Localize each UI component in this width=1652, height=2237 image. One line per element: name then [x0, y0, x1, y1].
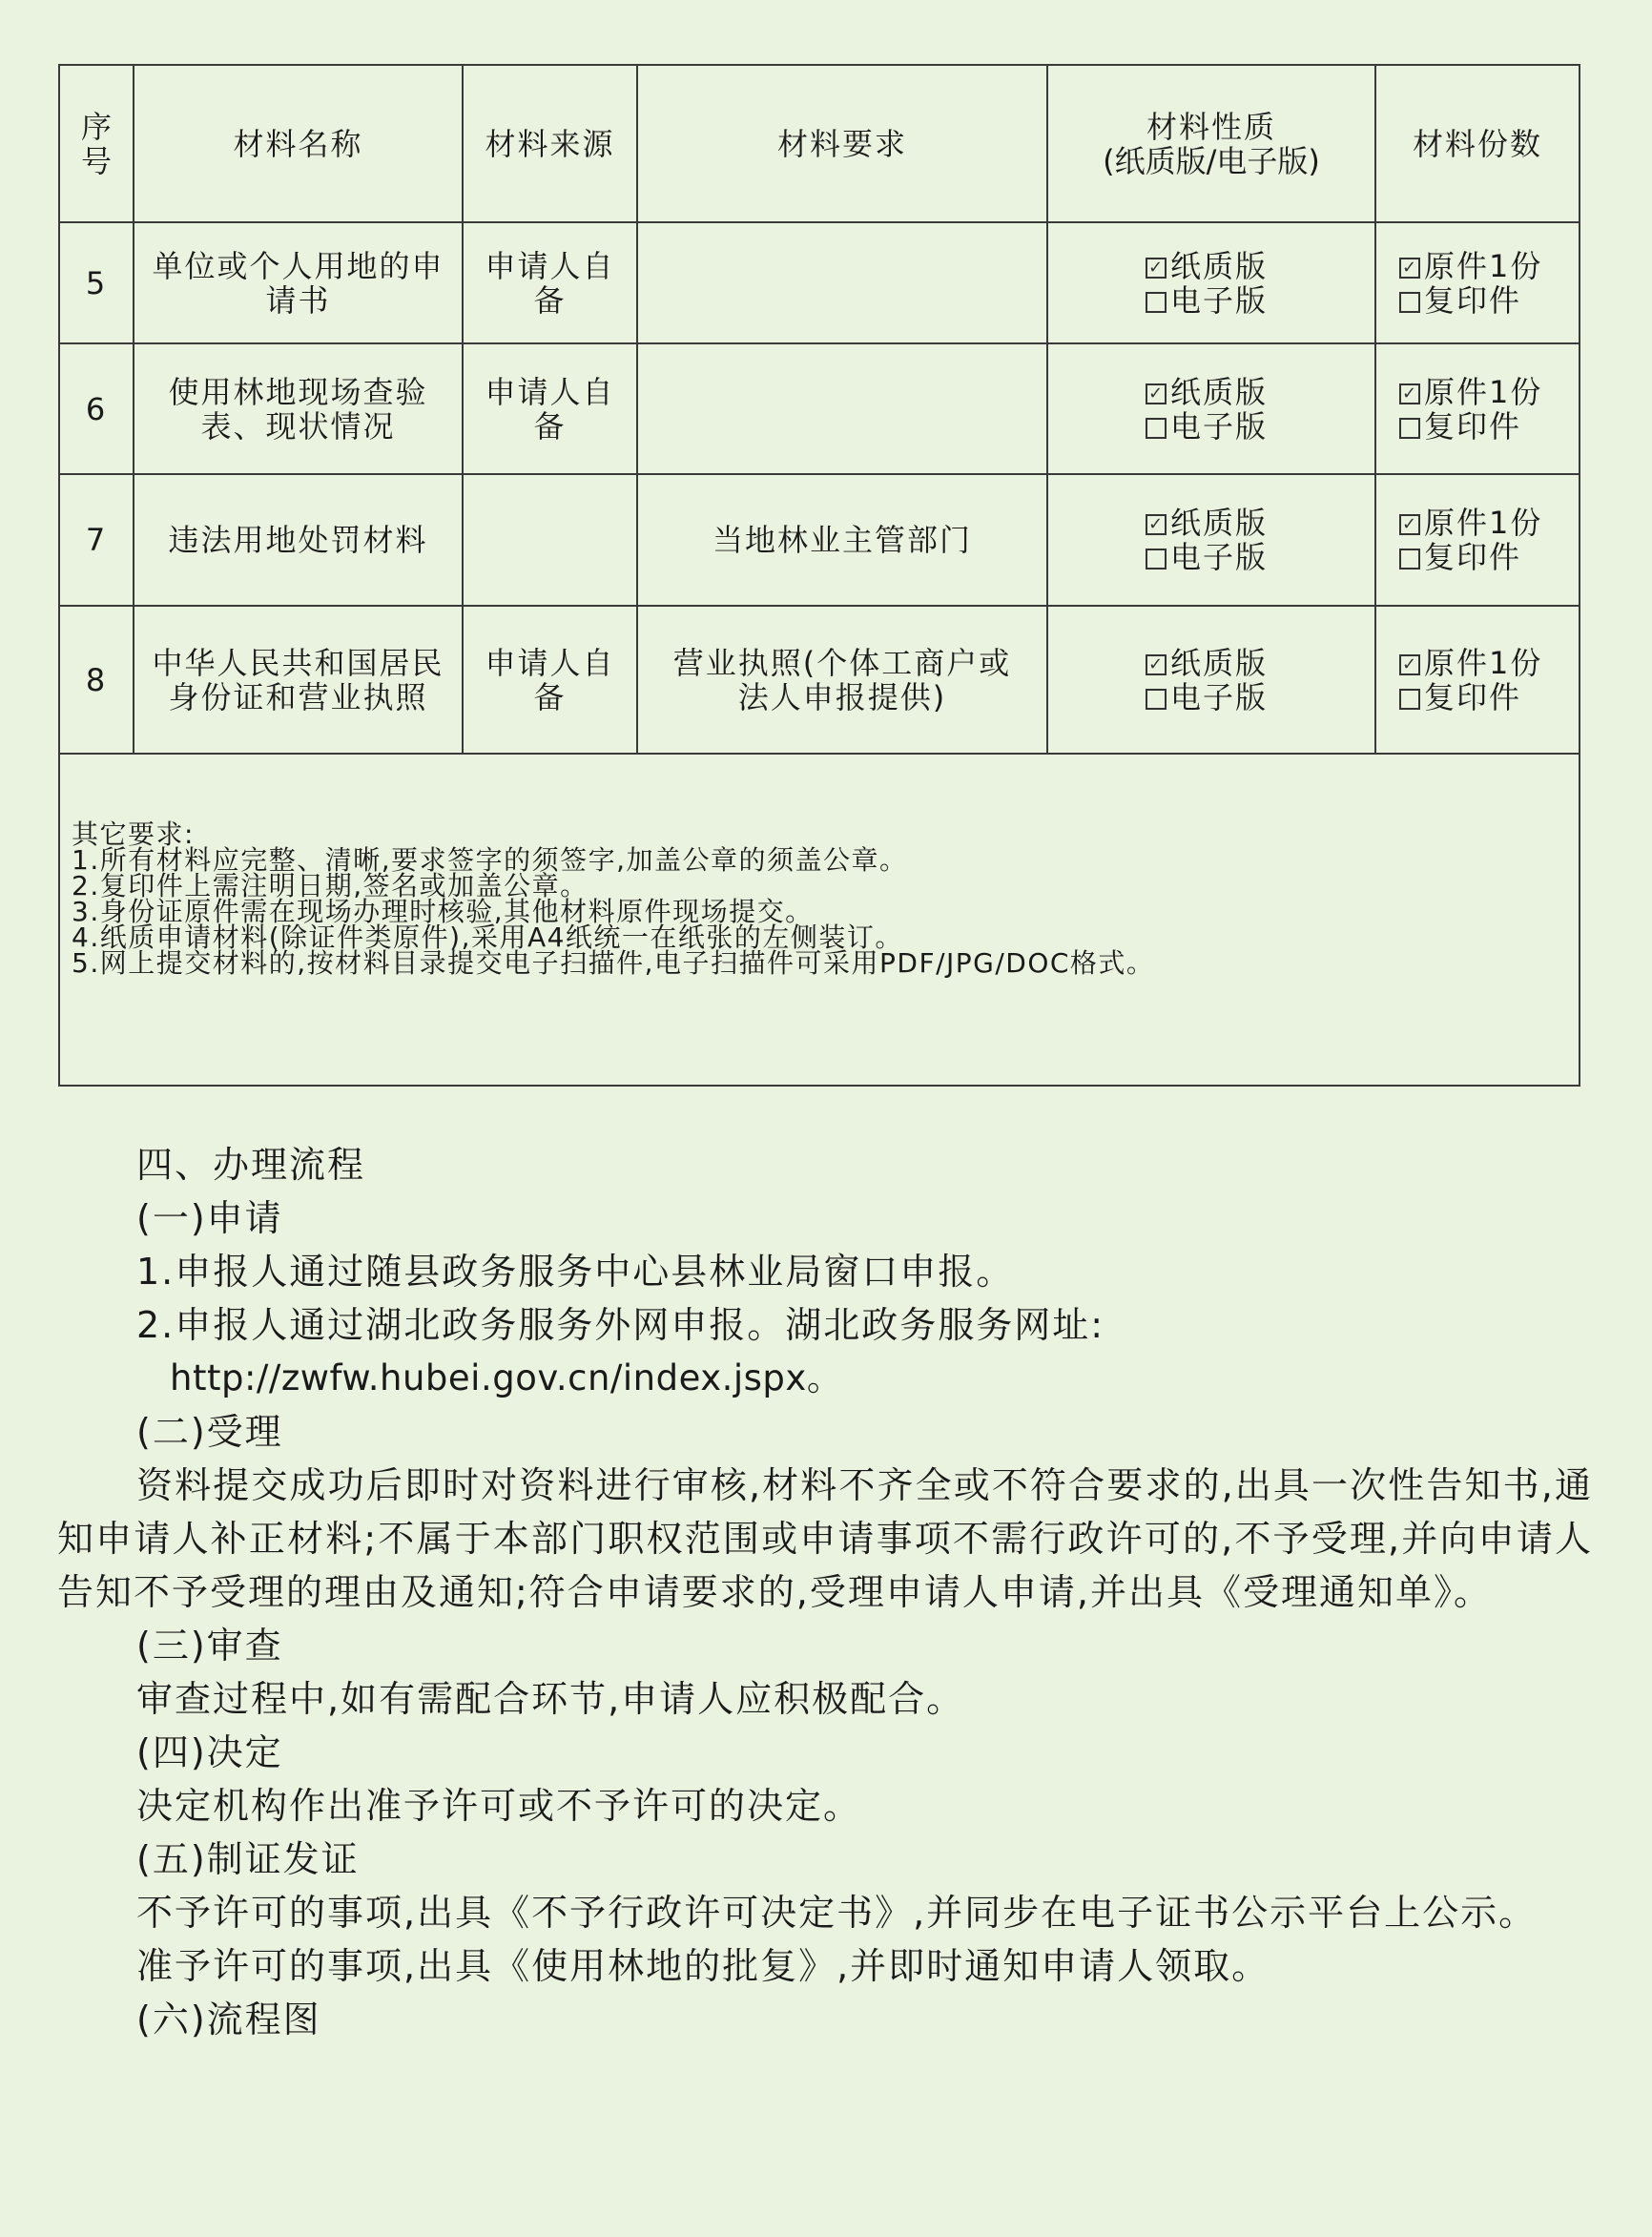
materials-table: [58, 64, 1580, 1087]
header-no: 序号: [59, 65, 134, 222]
header-copies: 材料份数: [1375, 65, 1580, 222]
issue-paragraph-2: 准予许可的事项,出具《使用林地的批复》,并即时通知申请人领取。: [136, 1945, 1270, 1987]
row-name: 使用林地现场查验表、现状情况: [134, 343, 463, 474]
paper-label: 纸质版: [1170, 373, 1269, 410]
process-section: [57, 1138, 1593, 2046]
row-name: 违法用地处罚材料: [134, 474, 463, 606]
row-nature: [1047, 343, 1375, 474]
notes-item: 4.纸质申请材料(除证件类原件),采用A4纸统一在纸张的左侧装订。: [72, 922, 903, 953]
electronic-label: 电子版: [1170, 281, 1269, 319]
row-copies: [1375, 606, 1580, 754]
electronic-checkbox[interactable]: [1146, 549, 1167, 570]
header-requirement: 材料要求: [637, 65, 1047, 222]
row-name: 中华人民共和国居民身份证和营业执照: [134, 606, 463, 754]
website-link[interactable]: http://zwfw.hubei.gov.cn/index.jspx。: [170, 1357, 843, 1398]
notes-item: 2.复印件上需注明日期,签名或加盖公章。: [72, 870, 589, 901]
table-row: [59, 222, 1580, 343]
row-source: [463, 474, 637, 606]
notes-item: 1.所有材料应完整、清晰,要求签字的须签字,加盖公章的须盖公章。: [72, 844, 908, 876]
row-requirement: 营业执照(个体工商户或法人申报提供): [637, 606, 1047, 754]
row-requirement: [637, 343, 1047, 474]
row-name: 单位或个人用地的申请书: [134, 222, 463, 343]
original-label: 原件1份: [1424, 247, 1543, 284]
electronic-checkbox[interactable]: [1146, 689, 1167, 710]
copy-label: 复印件: [1424, 539, 1522, 575]
original-checkbox[interactable]: [1399, 258, 1420, 279]
paper-checkbox[interactable]: [1146, 258, 1167, 279]
table-row: [59, 474, 1580, 606]
paper-label: 纸质版: [1170, 247, 1269, 284]
row-copies: [1375, 222, 1580, 343]
copy-checkbox[interactable]: [1399, 549, 1420, 570]
row-no: 7: [59, 474, 134, 606]
table-header-row: [59, 65, 1580, 222]
row-nature: [1047, 222, 1375, 343]
section-title: 四、办理流程: [136, 1144, 366, 1186]
other-requirements: [59, 754, 1580, 1086]
notes-heading: 其它要求:: [72, 818, 195, 850]
notes-item: 3.身份证原件需在现场办理时核验,其他材料原件现场提交。: [72, 896, 814, 927]
issue-paragraph-1: 不予许可的事项,出具《不予行政许可决定书》,并同步在电子证书公示平台上公示。: [136, 1892, 1538, 1934]
original-checkbox[interactable]: [1399, 654, 1420, 675]
row-source: 申请人自备: [463, 606, 637, 754]
copy-checkbox[interactable]: [1399, 689, 1420, 710]
original-checkbox[interactable]: [1399, 514, 1420, 535]
paper-checkbox[interactable]: [1146, 514, 1167, 535]
row-nature: [1047, 606, 1375, 754]
step-heading-issue: (五)制证发证: [136, 1838, 360, 1880]
paper-checkbox[interactable]: [1146, 383, 1167, 404]
row-no: 6: [59, 343, 134, 474]
table-row: [59, 606, 1580, 754]
header-nature: 材料性质 (纸质版/电子版): [1047, 65, 1375, 222]
row-copies: [1375, 343, 1580, 474]
electronic-label: 电子版: [1170, 539, 1269, 575]
header-name: 材料名称: [134, 65, 463, 222]
electronic-label: 电子版: [1170, 407, 1269, 445]
apply-item-1: 1.申报人通过随县政务服务中心县林业局窗口申报。: [136, 1251, 1015, 1293]
review-paragraph: 审查过程中,如有需配合环节,申请人应积极配合。: [136, 1678, 965, 1720]
step-heading-accept: (二)受理: [136, 1411, 283, 1453]
copy-label: 复印件: [1424, 281, 1522, 319]
row-source: 申请人自备: [463, 343, 637, 474]
paper-label: 纸质版: [1170, 644, 1269, 681]
original-label: 原件1份: [1424, 505, 1543, 541]
row-requirement: [637, 222, 1047, 343]
step-heading-review: (三)审查: [136, 1625, 283, 1667]
copy-label: 复印件: [1424, 407, 1522, 445]
step-heading-decision: (四)决定: [136, 1731, 283, 1773]
accept-paragraph: 资料提交成功后即时对资料进行审核,材料不齐全或不符合要求的,出具一次性告知书,通知申请人补正材料;不属于本部门职权范围或申请事项不需行政许可的,不予受理,并向申请人告知不予受理的理由及通知;符合申请要求的,受理申请人申请,并出具《受理通知单》。: [57, 1464, 1593, 1613]
copy-checkbox[interactable]: [1399, 292, 1420, 313]
notes-row: [59, 754, 1580, 1086]
original-label: 原件1份: [1424, 644, 1543, 681]
row-no: 8: [59, 606, 134, 754]
row-requirement: 当地林业主管部门: [637, 474, 1047, 606]
row-source: 申请人自备: [463, 222, 637, 343]
paper-label: 纸质版: [1170, 505, 1269, 541]
electronic-checkbox[interactable]: [1146, 418, 1167, 439]
step-heading-flowchart: (六)流程图: [136, 1999, 321, 2040]
electronic-label: 电子版: [1170, 678, 1269, 715]
header-source: 材料来源: [463, 65, 637, 222]
original-checkbox[interactable]: [1399, 383, 1420, 404]
original-label: 原件1份: [1424, 373, 1543, 410]
decision-paragraph: 决定机构作出准予许可或不予许可的决定。: [136, 1785, 862, 1827]
notes-item: 5.网上提交材料的,按材料目录提交电子扫描件,电子扫描件可采用PDF/JPG/DOC格式。: [72, 947, 1155, 979]
step-heading-apply: (一)申请: [136, 1197, 283, 1239]
row-no: 5: [59, 222, 134, 343]
paper-checkbox[interactable]: [1146, 654, 1167, 675]
copy-checkbox[interactable]: [1399, 418, 1420, 439]
apply-item-2: 2.申报人通过湖北政务服务外网申报。湖北政务服务网址:: [136, 1304, 1105, 1346]
row-copies: [1375, 474, 1580, 606]
electronic-checkbox[interactable]: [1146, 292, 1167, 313]
row-nature: [1047, 474, 1375, 606]
copy-label: 复印件: [1424, 678, 1522, 715]
table-row: [59, 343, 1580, 474]
